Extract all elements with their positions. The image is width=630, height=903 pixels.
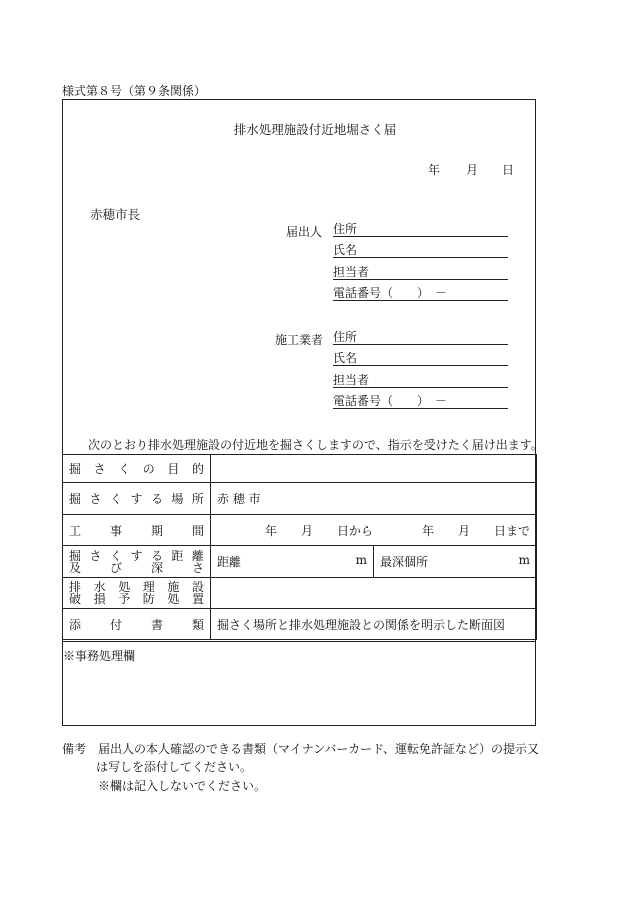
date-year: 年 bbox=[428, 163, 441, 177]
distance-label-line1 bbox=[69, 550, 204, 562]
label-char: 掘 bbox=[69, 462, 82, 476]
label-char: 排 bbox=[69, 580, 82, 594]
purpose-label bbox=[63, 455, 211, 483]
label-char: 目 bbox=[167, 462, 180, 476]
label-char: る bbox=[150, 548, 163, 563]
label-char: 書 bbox=[150, 617, 163, 632]
date-month: 月 bbox=[466, 163, 479, 177]
label-char: 離 bbox=[191, 548, 204, 563]
label-char: 場 bbox=[171, 492, 184, 506]
label-char: 工 bbox=[69, 523, 82, 538]
label-char: 設 bbox=[191, 580, 204, 594]
distance-label-line2 bbox=[69, 562, 204, 574]
location-label-text bbox=[69, 490, 204, 507]
label-char: す bbox=[130, 492, 143, 506]
label-char: 的 bbox=[191, 462, 204, 476]
body-statement: 次のとおり排水処理施設の付近地を掘さくしますので、指示を受けたく届け出ます。 bbox=[88, 438, 543, 452]
attach-label-text bbox=[69, 616, 204, 633]
period-to: 年 月 日まで bbox=[421, 523, 530, 538]
label-char: 水 bbox=[93, 580, 106, 594]
contractor-name-field[interactable]: 氏名 bbox=[333, 351, 508, 366]
location-value[interactable]: 赤 穂 市 bbox=[211, 483, 537, 515]
damage-label-line2 bbox=[69, 593, 204, 605]
label-char: 処 bbox=[167, 592, 180, 606]
office-use-area bbox=[62, 641, 536, 726]
damage-prevention-row bbox=[63, 578, 537, 609]
addressee: 赤穂市長 bbox=[90, 207, 141, 222]
label-char: 距 bbox=[171, 548, 184, 563]
label-char: さ bbox=[93, 462, 106, 476]
details-table bbox=[62, 454, 537, 640]
label-char: 掘 bbox=[69, 548, 82, 563]
location-label bbox=[63, 483, 211, 515]
label-char: す bbox=[130, 548, 143, 563]
attachment-row bbox=[63, 609, 537, 640]
location-row bbox=[63, 483, 537, 515]
distance-row bbox=[63, 546, 537, 578]
label-char: 破 bbox=[69, 592, 82, 606]
applicant-address-field[interactable]: 住所 bbox=[333, 222, 508, 237]
label-char: く bbox=[109, 492, 122, 506]
label-char: く bbox=[109, 548, 122, 563]
note-line-1: 備考 届出人の本人確認のできる書類（マイナンバーカード、運転免許証など）の提示又 bbox=[62, 742, 540, 756]
contractor-person-field[interactable]: 担当者 bbox=[333, 373, 508, 388]
contractor-role: 施工業者 bbox=[275, 333, 324, 347]
distance-label bbox=[63, 546, 211, 578]
label-char: 掘 bbox=[69, 492, 82, 506]
label-char: く bbox=[118, 462, 131, 476]
distance-unit: m bbox=[355, 553, 367, 567]
applicant-role: 届出人 bbox=[286, 225, 323, 239]
period-label-text bbox=[69, 522, 204, 539]
label-char: 所 bbox=[191, 492, 204, 506]
period-row bbox=[63, 515, 537, 546]
form-title: 排水処理施設付近地堀さく届 bbox=[233, 122, 397, 137]
label-char: さ bbox=[191, 560, 204, 575]
applicant-name-field[interactable]: 氏名 bbox=[333, 243, 508, 258]
damage-value[interactable] bbox=[211, 578, 537, 609]
label-char: 間 bbox=[191, 523, 204, 538]
label-char: 処 bbox=[118, 580, 131, 594]
label-char: 付 bbox=[109, 617, 122, 632]
form-number-label: 様式第８号（第９条関係） bbox=[62, 84, 207, 98]
distance-text: 距離 bbox=[217, 555, 242, 569]
period-label bbox=[63, 515, 211, 546]
label-char: 防 bbox=[142, 592, 155, 606]
depth-unit: m bbox=[518, 553, 530, 567]
label-char: る bbox=[150, 492, 163, 506]
label-char: 期 bbox=[150, 523, 163, 538]
purpose-value[interactable] bbox=[211, 455, 537, 483]
damage-label bbox=[63, 578, 211, 609]
attach-label bbox=[63, 609, 211, 640]
label-char: 類 bbox=[191, 617, 204, 632]
distance-cell[interactable] bbox=[211, 546, 374, 578]
label-char: 深 bbox=[150, 560, 163, 575]
purpose-label-text bbox=[69, 460, 204, 477]
office-use-label: ※事務処理欄 bbox=[63, 649, 136, 663]
label-char: 予 bbox=[118, 592, 131, 606]
date-day: 日 bbox=[502, 163, 515, 177]
note-line-2: は写しを添付してください。 bbox=[96, 760, 253, 774]
label-char: さ bbox=[89, 548, 102, 563]
label-char: の bbox=[142, 462, 155, 476]
label-char: 事 bbox=[109, 523, 122, 538]
attach-value: 掘さく場所と排水処理施設との関係を明示した断面図 bbox=[211, 609, 537, 640]
purpose-row bbox=[63, 455, 537, 483]
period-from: 年 月 日から bbox=[265, 523, 374, 538]
label-char: さ bbox=[89, 492, 102, 506]
period-value[interactable] bbox=[211, 515, 537, 546]
label-char: 施 bbox=[167, 580, 180, 594]
label-char: 損 bbox=[93, 592, 106, 606]
label-char: 添 bbox=[69, 617, 82, 632]
damage-label-line1 bbox=[69, 581, 204, 593]
note-line-3: ※欄は記入しないでください。 bbox=[98, 779, 267, 793]
label-char: 理 bbox=[142, 580, 155, 594]
contractor-phone-field[interactable]: 電話番号（ ） － bbox=[333, 394, 508, 409]
applicant-phone-field[interactable]: 電話番号（ ） － bbox=[333, 286, 508, 301]
label-char: 及 bbox=[69, 560, 82, 575]
contractor-address-field[interactable]: 住所 bbox=[333, 330, 508, 345]
applicant-person-field[interactable]: 担当者 bbox=[333, 265, 508, 280]
depth-text: 最深個所 bbox=[380, 555, 429, 569]
label-char: 置 bbox=[191, 592, 204, 606]
depth-cell[interactable] bbox=[374, 546, 537, 578]
label-char: び bbox=[109, 560, 122, 575]
